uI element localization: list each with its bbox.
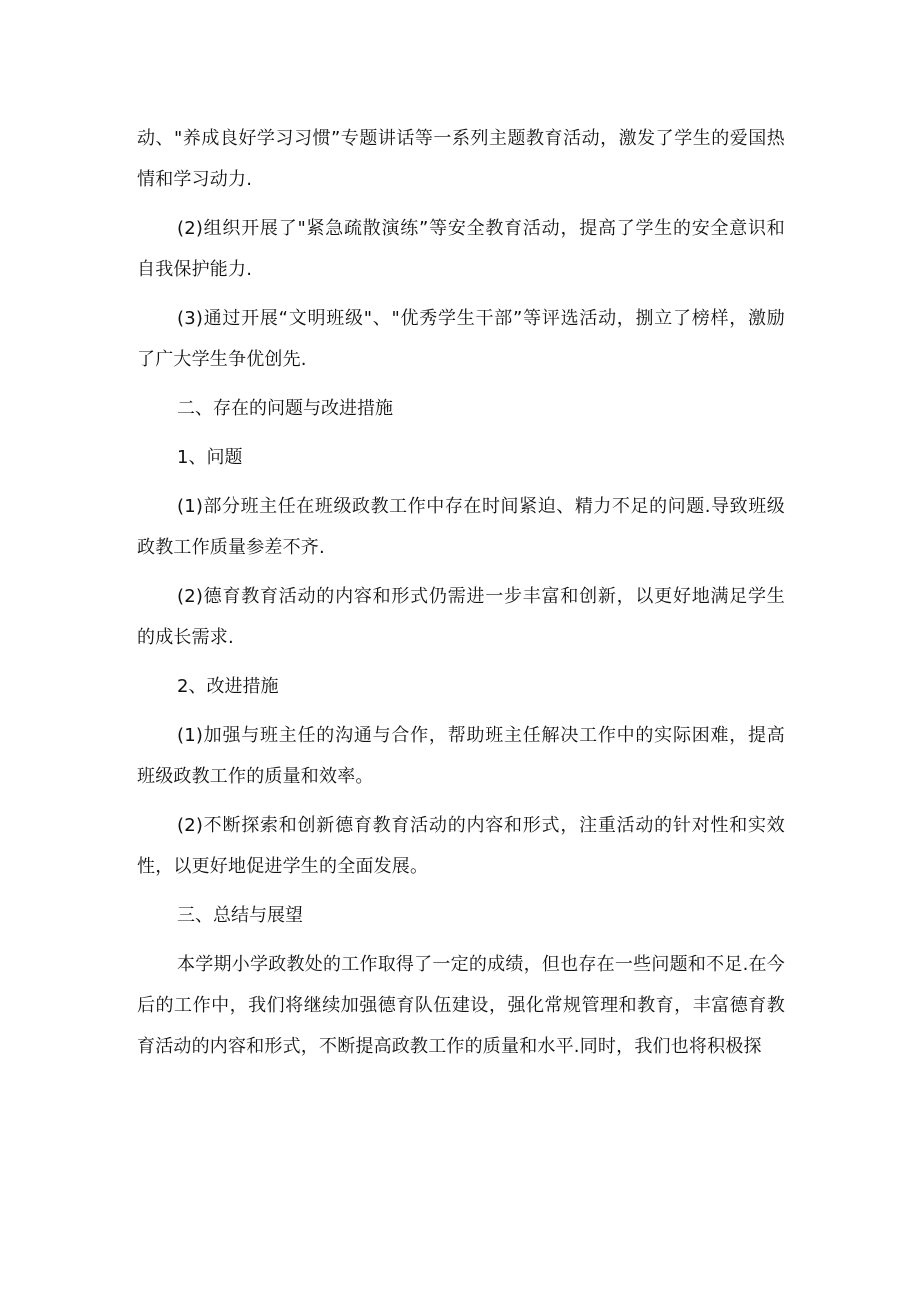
improvement-item-1: (1)加强与班主任的沟通与合作，帮助班主任解决工作中的实际困难，提高班级政教工作的质量和效率。 — [137, 725, 785, 787]
section-heading-problems-improvements: 二、存在的问题与改进措施 — [177, 398, 393, 419]
section-heading-summary-outlook: 三、总结与展望 — [177, 905, 303, 926]
problem-item-1: (1)部分班主任在班级政教工作中存在时间紧迫、精力不足的问题.导致班级政教工作质量参差不齐. — [137, 496, 785, 558]
list-item-safety-education: (2)组织开展了"紧急疏散演练”等安全教育活动，提高了学生的安全意识和自我保护能力. — [137, 218, 785, 280]
list-item-evaluation-activities: (3)通过开展“文明班级"、"优秀学生干部”等评选活动，捌立了榜样，激励了广大学生争优创先. — [137, 308, 785, 370]
problem-item-2: (2)德育教育活动的内容和形式仍需进一步丰富和创新，以更好地满足学生的成长需求. — [137, 586, 785, 648]
improvement-item-2: (2)不断探索和创新德育教育活动的内容和形式，注重活动的针对性和实效性，以更好地促进学生的全面发展。 — [137, 815, 785, 877]
continued-paragraph: 动、"养成良好学习习惯”专题讲话等一系列主题教育活动，激发了学生的爱国热情和学习动力. — [137, 128, 785, 190]
subheading-problems: 1、问题 — [177, 447, 243, 468]
summary-paragraph: 本学期小学政教处的工作取得了一定的成绩，但也存在一些问题和不足.在今后的工作中，我们将继续加强德育队伍建设，强化常规管理和教育，丰富德育教育活动的内容和形式，不断提高政教工作的质量和水平.同时，我们也将积极探 — [137, 954, 785, 1057]
document-body — [137, 118, 785, 1075]
subheading-improvements: 2、改进措施 — [177, 676, 279, 697]
